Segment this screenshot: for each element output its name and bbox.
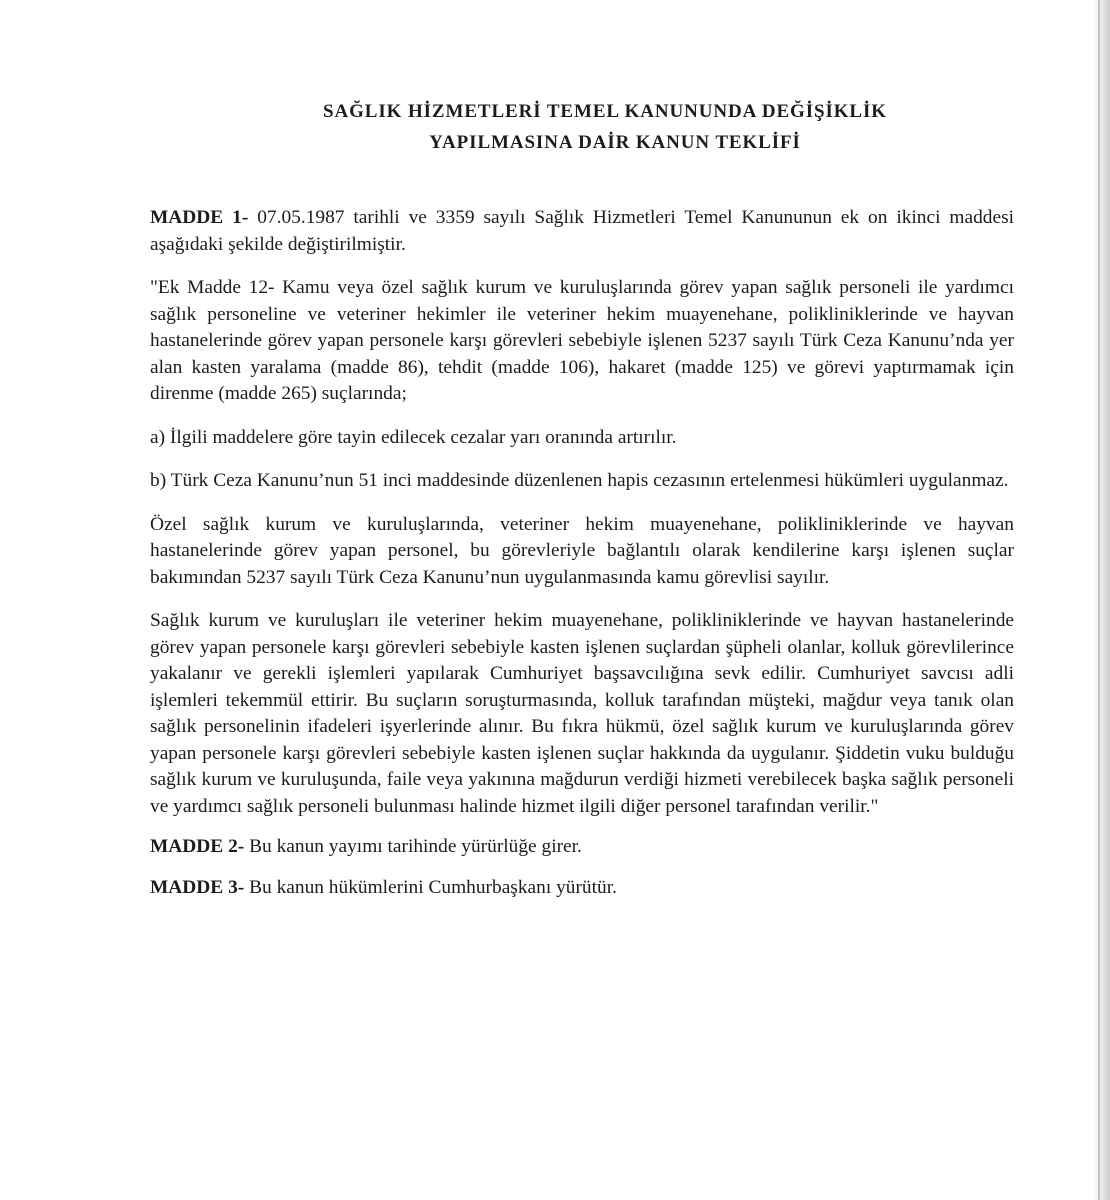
madde-3-label: MADDE 3- <box>150 876 245 898</box>
madde-2-paragraph <box>150 834 1014 861</box>
madde-3-paragraph <box>150 875 1014 902</box>
document-title <box>150 96 1060 158</box>
madde-1-text: 07.05.1987 tarihli ve 3359 sayılı Sağlık Hizmetleri Temel Kanununun ek on ikinci maddesi aşağıdaki şekilde değiştirilmiştir. <box>150 207 1014 255</box>
madde-1-paragraph <box>150 205 1014 258</box>
title-line-1: SAĞLIK HİZMETLERİ TEMEL KANUNUNDA DEĞİŞİKLİK <box>323 101 887 122</box>
scan-page-edge <box>1092 0 1110 1200</box>
document-body <box>150 205 1014 918</box>
ozel-saglik-paragraph: Özel sağlık kurum ve kuruluşlarında, veteriner hekim muayenehane, polikliniklerinde ve hayvan hastanelerinde görev yapan personel, bu görevleriyle bağlantılı olarak kendilerine karşı işlenen suçlar bakımından 5237 sayılı Türk Ceza Kanunu’nun uygulanmasında kamu görevlisi sayılır. <box>150 513 1014 588</box>
madde-3-text: Bu kanun hükümlerini Cumhurbaşkanı yürütür. <box>244 876 617 898</box>
title-line-2: YAPILMASINA DAİR KANUN TEKLİFİ <box>429 132 801 153</box>
item-b-paragraph: b) Türk Ceza Kanunu’nun 51 inci maddesinde düzenlenen hapis cezasının ertelenmesi hükümleri uygulanmaz. <box>150 470 1009 491</box>
madde-2-text: Bu kanun yayımı tarihinde yürürlüğe girer. <box>244 836 582 857</box>
ek-madde-12-paragraph: "Ek Madde 12- Kamu veya özel sağlık kurum ve kuruluşlarında görev yapan sağlık personeli ile yardımcı sağlık personeline ve veteriner hekimler ile veteriner hekim muayenehane, polikliniklerinde ve hayvan hastanelerinde görev yapan personele karşı görevleri sebebiyle işlenen 5237 sayılı Türk Ceza Kanunu’nda yer alan kasten yaralama (madde 86), tehdit (madde 106), hakaret (madde 125) ve görevi yaptırmamak için direnme (madde 265) suçlarında; <box>150 277 1014 404</box>
madde-1-label: MADDE 1- <box>150 207 249 228</box>
item-a-paragraph: a) İlgili maddelere göre tayin edilecek cezalar yarı oranında artırılır. <box>150 426 677 448</box>
saglik-kurum-paragraph: Sağlık kurum ve kuruluşları ile veteriner hekim muayenehane, polikliniklerinde ve hayvan hastanelerinde görev yapan personele karşı görevleri sebebiyle kasten işlenen suçlardan şüpheli olanlar, kolluk görevlilerince yakalanır ve gerekli işlemleri yapılarak Cumhuriyet başsavcılığına sevk edilir. Cumhuriyet savcısı adli işlemleri tekemmül ettirir. Bu suçların soruşturmasında, kolluk tarafından müşteki, mağdur veya tanık olan sağlık personelinin ifadeleri işyerlerinde alınır. Bu fıkra hükmü, özel sağlık kurum ve kuruluşlarında görev yapan personele karşı görevleri sebebiyle kasten işlenen suçlar hakkında da uygulanır. Şiddetin vuku bulduğu sağlık kurum ve kuruluşunda, faile veya yakınına mağdurun verdiği hizmeti verebilecek başka sağlık personeli ve yardımcı sağlık personeli bulunması halinde hizmet ilgili diğer personel tarafından verilir." <box>150 610 1014 817</box>
scan-edge-line <box>1098 0 1100 1200</box>
madde-2-label: MADDE 2- <box>150 836 245 857</box>
